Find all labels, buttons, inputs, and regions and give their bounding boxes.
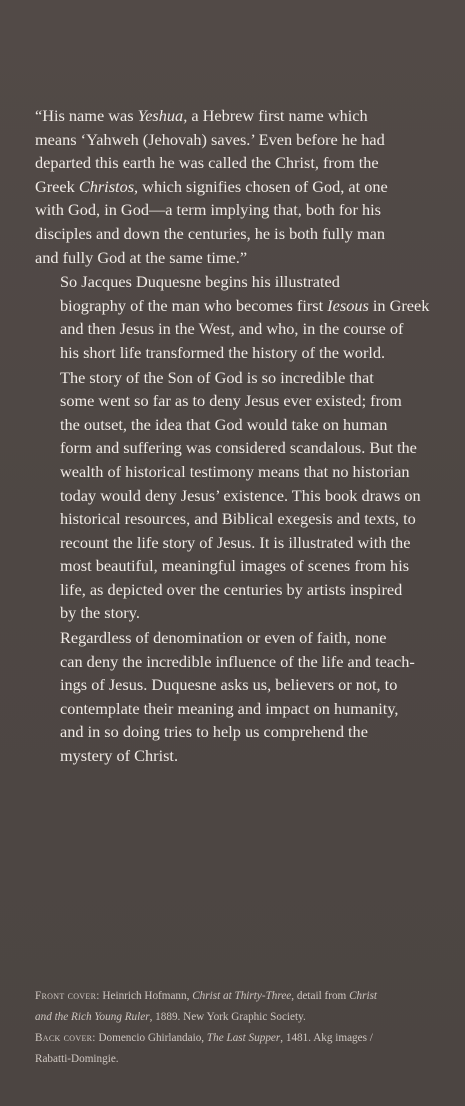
blurb-paragraph-2 <box>35 270 435 364</box>
blurb-line: recount the life story of Jesus. It is illustrated with the <box>60 532 411 552</box>
blurb-line: can deny the incredible influence of the life and teach- <box>60 651 415 671</box>
front-cover-credit-line-2: and the Rich Young Ruler, 1889. New York Graphic Society. <box>35 1011 306 1023</box>
blurb-line: form and suffering was considered scandalous. But the <box>60 438 417 458</box>
back-cover-credit-line-2: Rabatti-Domingie. <box>35 1053 119 1065</box>
blurb-line: historical resources, and Biblical exegesis and texts, to <box>60 509 416 529</box>
blurb-paragraph-3 <box>35 366 435 626</box>
blurb-line: “His name was Yeshua, a Hebrew first name which <box>35 106 368 125</box>
blurb-line: with God, in God—a term implying that, both for his <box>35 200 381 220</box>
blurb-line: by the story. <box>60 603 140 623</box>
blurb-line: Regardless of denomination or even of faith, none <box>60 628 387 648</box>
blurb-line: and then Jesus in the West, and who, in the course of <box>60 319 404 339</box>
blurb-line: and in so doing tries to help us comprehend the <box>60 722 368 742</box>
blurb-line: biography of the man who becomes first Iesous in Greek <box>60 295 430 315</box>
back-cover-label: Back cover: <box>35 1032 96 1044</box>
blurb-line: the outset, the idea that God would take on human <box>60 414 388 434</box>
blurb-line: life, as depicted over the centuries by artists inspired <box>60 579 403 599</box>
blurb-line: most beautiful, meaningful images of scenes from his <box>60 556 410 576</box>
cover-credits <box>35 986 445 1070</box>
blurb-line: some went so far as to deny Jesus ever existed; from <box>60 391 402 411</box>
blurb-line: today would deny Jesus’ existence. This book draws on <box>60 485 421 505</box>
blurb-text <box>35 104 435 768</box>
blurb-paragraph-4 <box>35 626 435 768</box>
blurb-line: disciples and down the centuries, he is both fully man <box>35 223 385 243</box>
blurb-line: departed this earth he was called the Christ, from the <box>35 153 379 173</box>
back-cover-artwork-title: The Last Supper <box>206 1032 281 1044</box>
blurb-line: contemplate their meaning and impact on humanity, <box>60 698 399 718</box>
blurb-line: Greek Christos, which signifies chosen of God, at one <box>35 176 388 196</box>
back-cover-credit-line-1: Back cover: Domencio Ghirlandaio, The Last Supper, 1481. Akg images / <box>35 1032 373 1044</box>
blurb-line: his short life transformed the history of the world. <box>60 342 386 362</box>
front-cover-artwork-title: Christ at Thirty-Three <box>192 990 292 1002</box>
blurb-line: ings of Jesus. Duquesne asks us, believers or not, to <box>60 675 398 695</box>
front-cover-label: Front cover: <box>35 990 100 1002</box>
blurb-paragraph-1 <box>35 104 435 269</box>
blurb-line: The story of the Son of God is so incredible that <box>60 367 374 387</box>
blurb-line: means ‘Yahweh (Jehovah) saves.’ Even before he had <box>35 129 385 149</box>
blurb-line: wealth of historical testimony means that no historian <box>60 461 410 481</box>
blurb-line: mystery of Christ. <box>60 746 179 766</box>
front-cover-credit-line-1: Front cover: Heinrich Hofmann, Christ at Thirty-Three, detail from Christ <box>35 990 378 1002</box>
blurb-line: So Jacques Duquesne begins his illustrated <box>60 272 340 292</box>
blurb-line: and fully God at the same time.” <box>35 247 248 267</box>
